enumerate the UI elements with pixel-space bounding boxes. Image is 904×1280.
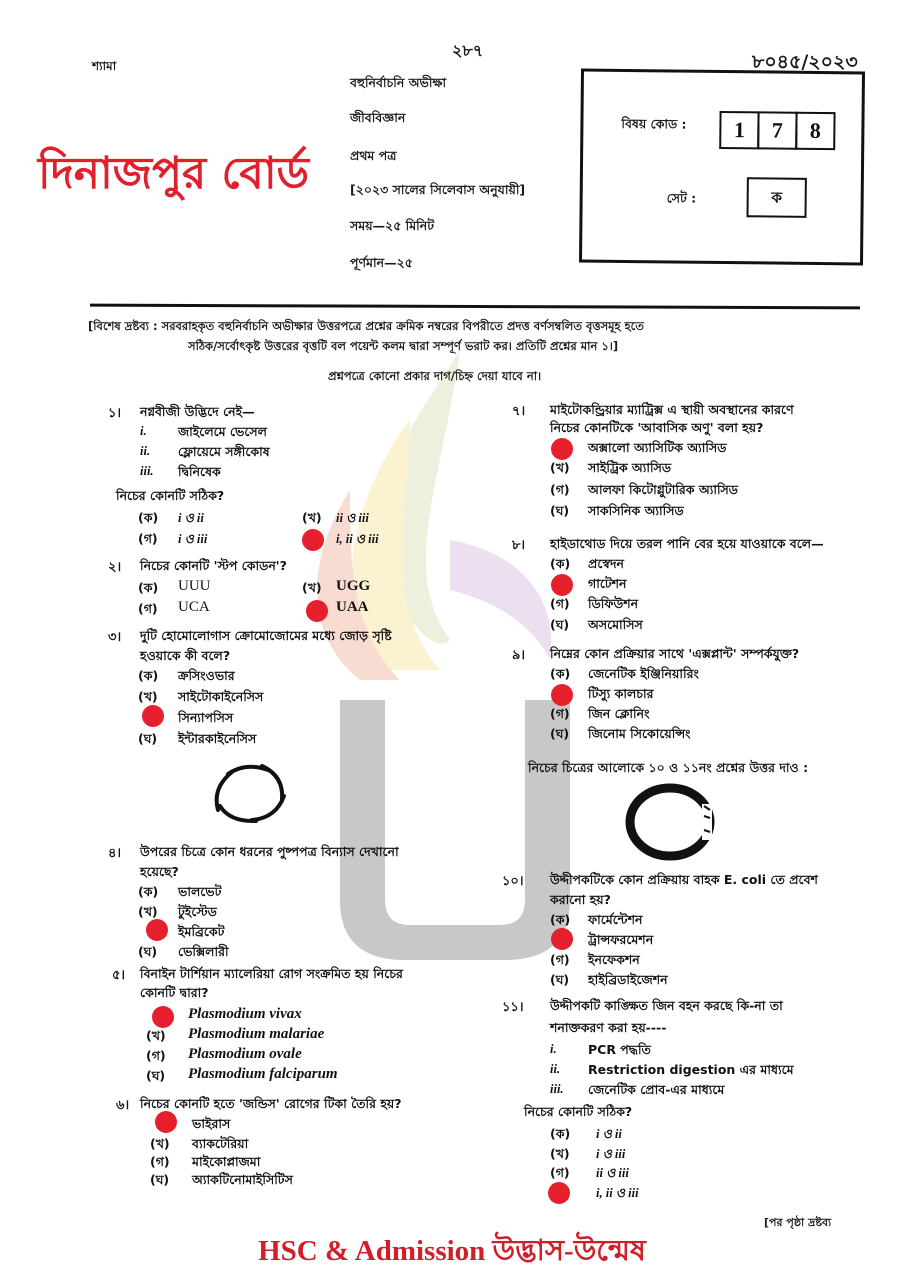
question-text: নিচের কোনটিকে 'আবাসিক অণু' বলা হয়? [550,420,764,435]
answer-marker [551,684,573,706]
question-text: উদ্দীপকটিকে কোন প্রক্রিয়ায় বাহক E. coli তে প্রবেশ [550,872,818,887]
question-text: হওয়াকে কী বলে? [140,648,231,663]
instruction-line-2: সঠিক/সর্বোৎকৃষ্ট উত্তরের বৃত্তটি বল পয়েন্ট কলম দ্বারা সম্পূর্ণ ভরাট কর। প্রতিটি প্রশ্নের মান ১।] [188,339,619,353]
option-text: i, ii ও iii [336,532,379,546]
option-text: i, ii ও iii [596,1186,639,1200]
exam-type: বহুনির্বাচনি অভীক্ষা [350,75,447,90]
question-number: ৭। [512,404,526,419]
statement-num: ii. [140,444,151,458]
option-text: ডিফিউশন [588,596,639,611]
option-label: (ক) [550,912,571,927]
option-label: (গ) [550,596,570,611]
plasmid-diagram [624,782,716,862]
option-text: আলফা কিটোগ্লুটারিক অ্যাসিড [588,482,738,497]
answer-marker [155,1111,177,1133]
aestivation-diagram [210,760,290,824]
option-label: (ঘ) [138,944,158,959]
option-label: (ঘ) [550,503,570,518]
board-title: দিনাজপুর বোর্ড [38,148,309,199]
option-label: (গ) [550,952,570,967]
statement-text: PCR পদ্ধতি [588,1042,651,1057]
option-label: (গ) [146,1048,166,1063]
option-label: (গ) [550,482,570,497]
option-label: (গ) [550,1165,570,1180]
option-text: ii ও iii [336,511,369,525]
question-6 [116,1096,506,1192]
next-page-note: [পর পৃষ্ঠা দ্রষ্টব্য [764,1216,832,1229]
option-label: (ঘ) [550,972,570,987]
question-text: নিম্নের কোন প্রক্রিয়ার সাথে 'এক্সপ্লান্ট' সম্পর্কযুক্ত? [550,646,800,661]
option-text: অ্যাকটিনোমাইসিটিস [192,1172,293,1187]
statement-text: জেনেটিক প্রোব-এর মাধ্যমে [588,1082,725,1097]
question-number: ১১। [502,1000,524,1015]
document-code: ৮০৪৫/২০২৩ [752,51,858,73]
subject-code-label: বিষয় কোড : [621,115,687,132]
question-text: কোনটি দ্বারা? [140,985,209,1000]
option-label: (ক) [550,666,571,681]
question-text: উপরের চিত্রে কোন ধরনের পুষ্পপত্র বিন্যাস দেখানো [140,844,399,859]
footer-branding: HSC & Admission উদ্ভাস-উন্মেষ [258,1235,646,1267]
question-number: ৪। [108,846,122,861]
question-text: দুটি হোমোলোগাস ক্রোমোজোমের মধ্যে জোড় সৃষ্টি [140,628,392,643]
answer-marker [551,928,573,950]
option-text: মাইকোপ্লাজমা [192,1154,261,1169]
option-text: গাটেশন [588,576,627,591]
question-text: উদ্দীপকটি কাঙ্ক্ষিত জিন বহন করছে কি-না তা [550,998,783,1013]
answer-marker [146,919,168,941]
question-3 [108,628,498,748]
question-text: নিচের কোনটি 'স্টপ কোডন'? [140,558,287,573]
instruction-line-1: [বিশেষ দ্রষ্টব্য : সরবরাহকৃত বহুনির্বাচনি অভীক্ষার উত্তরপত্রে প্রশ্নের ক্রমিক নম্বরের বিপরীতে প্রদত্ত বর্ণসম্বলিত বৃত্তসমূহ হতে [88,319,644,333]
statement-text: দ্বিনিষেক [178,464,221,479]
statement-text: জাইলেমে ভেসেল [178,424,267,439]
page-number: ২৮৭ [452,41,484,60]
option-text: UUU [178,578,211,594]
set-label: সেট : [666,190,697,206]
syllabus-note: [২০২৩ সালের সিলেবাস অনুযায়ী] [350,182,526,197]
option-text: ইমব্রিকেট [178,924,225,939]
option-text: অসমোসিস [588,617,643,632]
question-number: ১০। [502,874,524,889]
option-text: ভালভেট [178,884,222,899]
option-text: Plasmodium malariae [188,1026,325,1042]
option-label: (ক) [550,556,571,571]
option-text: ii ও iii [596,1166,629,1180]
question-prompt: নিচের কোনটি সঠিক? [524,1104,633,1119]
option-label: (গ) [550,706,570,721]
question-2 [108,558,498,622]
option-label: (ঘ) [138,731,158,746]
question-7 [512,402,882,520]
stimulus-instruction: নিচের চিত্রের আলোকে ১০ ও ১১নং প্রশ্নের উত্তর দাও : [528,760,809,775]
question-text: শনাক্তকরণ করা হয়---- [550,1020,667,1035]
header-divider [90,304,860,310]
full-marks: পূর্ণমান—২৫ [350,255,413,270]
question-text: মাইটোকন্ড্রিয়ার ম্যাট্রিক্স এ স্থায়ী অবস্থানের কারণে [550,402,794,417]
question-text: বিনাইন টার্শিয়ান ম্যালেরিয়া রোগ সংক্রমিত হয় নিচের [140,966,403,981]
question-5 [112,966,502,1090]
statement-num: iii. [140,464,154,478]
answer-marker [551,438,573,460]
option-label: (ক) [138,510,159,525]
question-text: নগ্নবীজী উদ্ভিদে নেই— [140,404,255,419]
statement-num: iii. [550,1082,564,1096]
option-text: UGG [336,578,371,594]
statement-num: i. [140,424,147,438]
subject-code-digit: 1 [719,111,759,149]
option-text: প্রস্বেদন [588,556,624,571]
option-text: হাইব্রিডাইজেশন [588,972,668,987]
option-text: সাকসিনিক অ্যাসিড [588,503,684,518]
option-label: (ক) [138,668,159,683]
option-text: ইন্টারকাইনেসিস [178,731,257,746]
option-text: জিন ক্লোনিং [588,706,650,721]
option-label: (খ) [138,689,158,704]
option-text: UAA [336,599,369,615]
set-value: ক [771,188,783,207]
answer-marker [306,600,328,622]
option-text: সিন্যাপসিস [178,710,234,725]
statement-num: i. [550,1042,557,1056]
exam-time: সময়—২৫ মিনিট [350,218,435,233]
option-label: (ঘ) [550,726,570,741]
subject-name: জীববিজ্ঞান [350,110,406,125]
option-text: ট্রান্সফরমেশন [588,932,654,947]
question-prompt: নিচের কোনটি সঠিক? [116,488,225,503]
option-label: (গ) [150,1154,170,1169]
option-label: (ক) [550,1126,571,1141]
statement-text: Restriction digestion এর মাধ্যমে [588,1062,794,1077]
option-label: (ঘ) [150,1172,170,1187]
option-text: জেনেটিক ইঞ্জিনিয়ারিং [588,666,699,681]
option-text: ব্যাকটেরিয়া [192,1136,249,1151]
code-box [579,69,865,266]
option-text: ভাইরাস [192,1116,231,1131]
option-text: জিনোম সিকোয়েন্সিং [588,726,691,741]
option-text: টুইস্টেড [178,904,217,919]
question-11 [502,998,892,1208]
option-label: (খ) [150,1136,170,1151]
question-number: ৫। [112,968,126,983]
option-text: সাইট্রিক অ্যাসিড [588,460,672,475]
shyama-label: শ্যামা [92,59,117,73]
set-value-box [746,177,806,218]
question-number: ১। [108,406,122,421]
statement-num: ii. [550,1062,561,1076]
option-text: UCA [178,599,210,615]
option-label: (খ) [138,904,158,919]
option-text: Plasmodium ovale [188,1046,302,1062]
option-label: (গ) [138,601,158,616]
answer-marker [152,1006,174,1028]
answer-marker [302,529,324,551]
option-text: Plasmodium falciparum [188,1066,338,1082]
option-text: টিস্যু কালচার [588,686,654,701]
question-number: ৯। [512,648,526,663]
answer-marker [551,574,573,596]
question-text: নিচের কোনটি হতে 'জন্ডিস' রোগের টিকা তৈরি হয়? [140,1096,402,1111]
option-label: (ঘ) [146,1068,166,1083]
option-label: (খ) [302,580,322,595]
option-text: সাইটোকাইনেসিস [178,689,264,704]
option-text: ফার্মেন্টেশন [588,912,643,927]
question-number: ২। [108,560,122,575]
option-label: (ক) [138,580,159,595]
option-text: ইনফেকশন [588,952,640,967]
option-label: (খ) [550,1146,570,1161]
question-number: ৩। [108,630,122,645]
subject-code-digits [719,111,839,150]
option-label: (খ) [550,460,570,475]
question-1 [108,404,498,554]
question-number: ৮। [512,538,526,553]
question-text: হয়েছে? [140,864,179,879]
subject-code-digit: 7 [757,111,797,149]
option-text: i ও ii [596,1127,622,1141]
question-text: হাইডাথোড দিয়ে তরল পানি বের হয়ে যাওয়াকে বলে— [550,536,824,551]
option-text: ভেক্সিলারী [178,944,229,959]
question-text: করানো হয়? [550,892,611,907]
option-text: i ও ii [178,511,204,525]
option-label: (ঘ) [550,617,570,632]
subject-code-digit: 8 [795,112,835,150]
question-4 [108,844,498,964]
instruction-note: প্রশ্নপত্রে কোনো প্রকার দাগ/চিহ্ন দেয়া যাবে না। [328,369,542,383]
option-text: i ও iii [178,532,208,546]
answer-marker [142,705,164,727]
option-text: ক্রসিংওভার [178,668,235,683]
option-text: Plasmodium vivax [188,1006,302,1022]
paper-name: প্রথম পত্র [350,148,397,163]
option-label: (খ) [146,1028,166,1043]
statement-text: ফ্লোয়েমে সঙ্গীকোষ [178,444,270,459]
option-label: (ক) [138,884,159,899]
question-number: ৬। [116,1098,130,1113]
option-label: (খ) [302,510,322,525]
option-label: (গ) [138,531,158,546]
answer-marker [548,1182,570,1204]
option-text: i ও iii [596,1147,626,1161]
option-text: অক্সালো অ্যাসিটিক অ্যাসিড [588,440,727,455]
